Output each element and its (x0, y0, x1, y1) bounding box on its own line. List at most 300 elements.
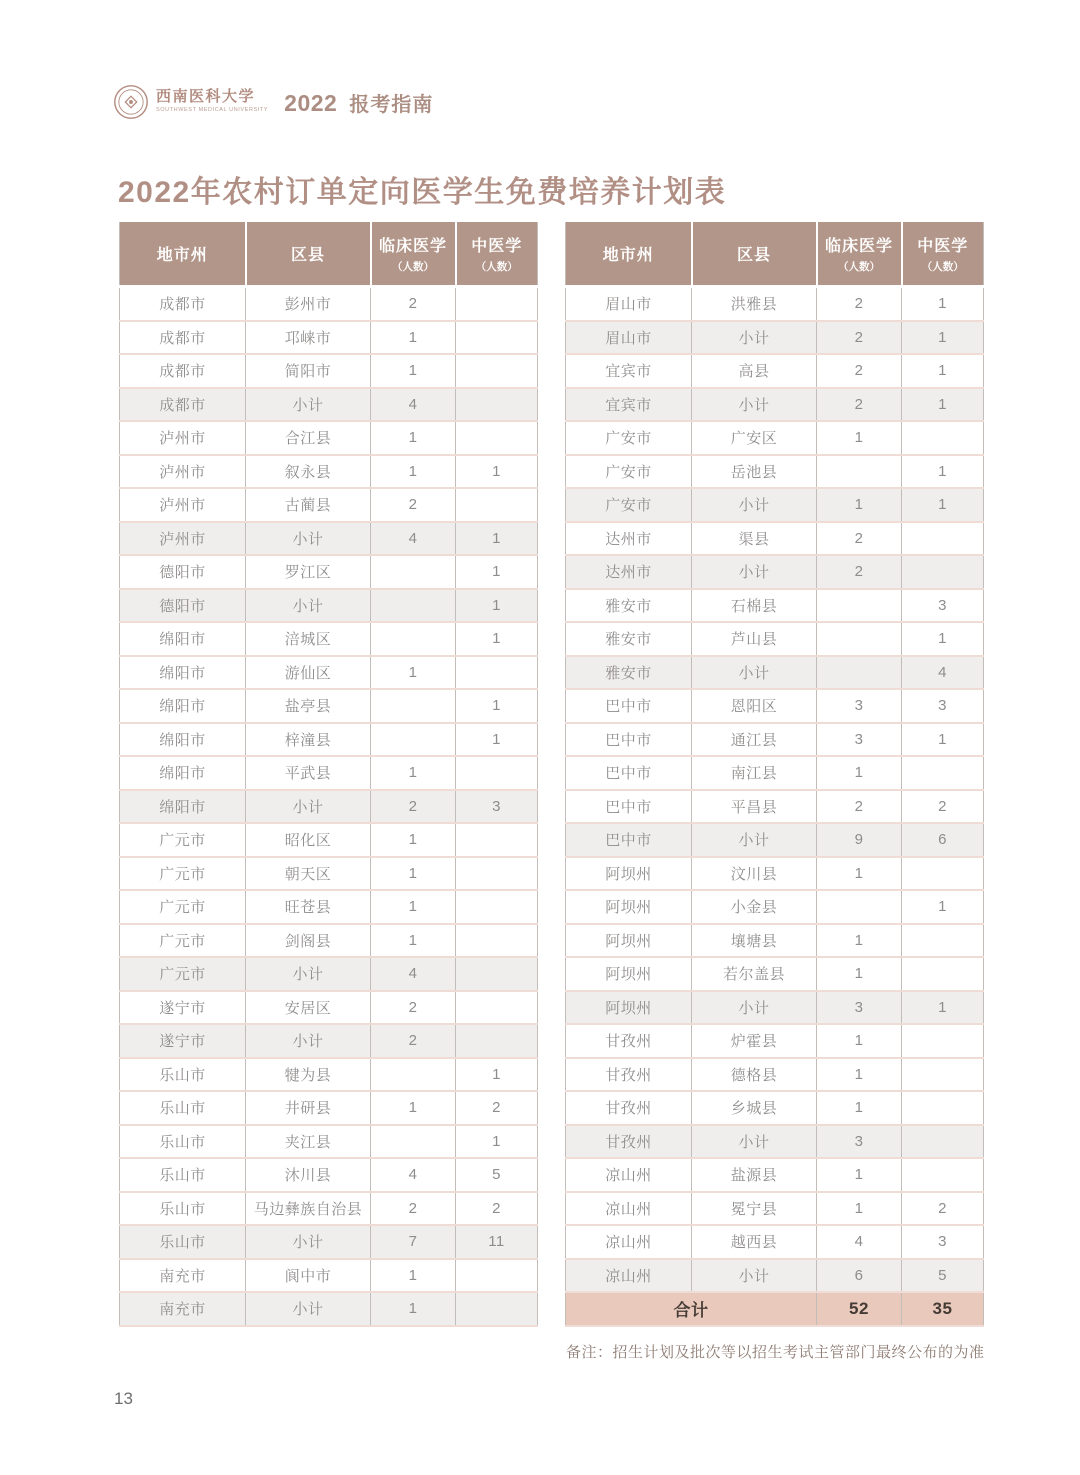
tcm-count-cell (456, 488, 538, 522)
university-seal-icon (113, 84, 149, 120)
header-tcm-sub: （人数） (921, 261, 964, 273)
clinical-count-cell: 4 (371, 522, 456, 556)
tcm-count-cell: 3 (902, 589, 984, 623)
city-cell: 绵阳市 (120, 656, 246, 690)
table-row (566, 1091, 984, 1125)
clinical-count-cell: 7 (371, 1225, 456, 1259)
clinical-count-cell (817, 455, 902, 489)
tcm-count-cell (456, 857, 538, 891)
city-cell: 泸州市 (120, 421, 246, 455)
tcm-count-cell (456, 656, 538, 690)
clinical-count-cell: 1 (817, 488, 902, 522)
tcm-count-cell: 1 (456, 522, 538, 556)
clinical-count-cell: 1 (817, 957, 902, 991)
clinical-count-cell: 1 (371, 1292, 456, 1326)
university-name-block (156, 90, 268, 114)
county-cell: 炉霍县 (692, 1024, 817, 1058)
city-cell: 凉山州 (566, 1225, 692, 1259)
tcm-count-cell: 1 (456, 555, 538, 589)
clinical-count-cell (371, 1058, 456, 1092)
city-cell: 达州市 (566, 522, 692, 556)
city-cell: 眉山市 (605, 296, 652, 314)
table-row (120, 1091, 538, 1125)
subtotal-row (566, 991, 984, 1025)
subtotal-row (566, 656, 984, 690)
city-cell: 凉山州 (566, 1192, 692, 1226)
city-cell: 广元市 (120, 924, 246, 958)
county-cell: 汶川县 (692, 857, 817, 891)
county-cell: 小计 (246, 1292, 371, 1326)
tcm-count-cell: 6 (902, 823, 984, 857)
clinical-count-cell (817, 622, 902, 656)
tcm-count-cell (902, 924, 984, 958)
table-row (566, 455, 984, 489)
county-cell: 小计 (692, 823, 817, 857)
county-cell: 犍为县 (246, 1058, 371, 1092)
county-cell: 邛崃市 (246, 321, 371, 355)
clinical-count-cell (371, 723, 456, 757)
subtotal-row (120, 522, 538, 556)
county-cell: 乡城县 (692, 1091, 817, 1125)
city-cell: 达州市 (566, 555, 692, 589)
city-cell: 泸州市 (120, 455, 246, 489)
table-row (566, 1192, 984, 1226)
tcm-count-cell: 4 (902, 656, 984, 690)
county-cell: 昭化区 (246, 823, 371, 857)
tcm-count-cell: 1 (902, 622, 984, 656)
clinical-count-cell (817, 656, 902, 690)
clinical-count-cell: 1 (817, 1024, 902, 1058)
guide-label: 报考指南 (349, 93, 434, 116)
tcm-count-cell: 1 (902, 455, 984, 489)
city-cell: 凉山州 (566, 1158, 692, 1192)
clinical-count-cell: 1 (371, 890, 456, 924)
city-cell: 广元市 (120, 823, 246, 857)
clinical-count-cell: 2 (817, 287, 902, 321)
table-row (566, 1158, 984, 1192)
clinical-count-cell: 4 (371, 388, 456, 422)
university-name-cn: 西南医科大学 (156, 89, 256, 106)
city-cell: 广安市 (566, 421, 692, 455)
city-cell: 广安市 (566, 455, 692, 489)
clinical-count-cell: 1 (371, 421, 456, 455)
county-cell: 涪城区 (246, 622, 371, 656)
table-row (566, 522, 984, 556)
city-cell: 乐山市 (120, 1091, 246, 1125)
clinical-count-cell (371, 1125, 456, 1159)
clinical-count-cell: 1 (817, 924, 902, 958)
city-cell: 雅安市 (566, 656, 692, 690)
tcm-count-cell (456, 354, 538, 388)
county-cell: 古蔺县 (246, 488, 371, 522)
grand-total-row (566, 1292, 984, 1326)
clinical-count-cell: 3 (817, 723, 902, 757)
tcm-count-cell (456, 823, 538, 857)
table-row (120, 1192, 538, 1226)
county-cell: 越西县 (692, 1225, 817, 1259)
clinical-count-cell: 2 (371, 488, 456, 522)
city-cell: 绵阳市 (120, 622, 246, 656)
total-clinical-cell: 52 (817, 1292, 902, 1326)
table-row (566, 756, 984, 790)
table-row (120, 354, 538, 388)
clinical-count-cell (371, 589, 456, 623)
county-cell: 简阳市 (246, 354, 371, 388)
county-cell: 南江县 (692, 756, 817, 790)
tcm-count-cell: 1 (456, 455, 538, 489)
table-row (566, 957, 984, 991)
clinical-count-cell: 2 (817, 522, 902, 556)
tcm-count-cell: 1 (456, 589, 538, 623)
tcm-count-cell (456, 421, 538, 455)
clinical-count-cell: 1 (371, 455, 456, 489)
tcm-count-cell: 3 (902, 1225, 984, 1259)
table-row (120, 1158, 538, 1192)
county-cell: 渠县 (692, 522, 817, 556)
tcm-count-cell: 5 (456, 1158, 538, 1192)
tcm-count-cell (456, 1292, 538, 1326)
county-cell: 通江县 (692, 723, 817, 757)
county-cell: 小计 (246, 522, 371, 556)
city-cell: 眉山市 (566, 321, 692, 355)
county-cell: 小计 (692, 656, 817, 690)
subtotal-row (120, 388, 538, 422)
clinical-count-cell (371, 555, 456, 589)
tcm-count-cell: 1 (902, 488, 984, 522)
tcm-count-cell (902, 756, 984, 790)
county-cell: 剑阁县 (246, 924, 371, 958)
table-row (566, 287, 984, 321)
county-cell: 叙永县 (246, 455, 371, 489)
county-cell: 小计 (692, 388, 817, 422)
county-cell: 马边彝族自治县 (246, 1192, 371, 1226)
city-cell: 巴中市 (566, 823, 692, 857)
city-cell: 南充市 (120, 1292, 246, 1326)
table-row (120, 1259, 538, 1293)
tcm-count-cell (902, 555, 984, 589)
clinical-count-cell (371, 689, 456, 723)
city-cell: 乐山市 (120, 1125, 246, 1159)
clinical-count-cell: 1 (817, 1192, 902, 1226)
table-header-row (566, 222, 984, 287)
clinical-count-cell: 1 (817, 1058, 902, 1092)
subtotal-row (566, 823, 984, 857)
subtotal-row (566, 555, 984, 589)
clinical-count-cell: 1 (371, 1091, 456, 1125)
city-cell: 阿坝州 (566, 857, 692, 891)
county-cell: 石棉县 (692, 589, 817, 623)
city-cell: 巴中市 (566, 723, 692, 757)
clinical-count-cell: 2 (371, 790, 456, 824)
tcm-count-cell (902, 1024, 984, 1058)
header-tcm-main: 中医学 (471, 238, 523, 255)
subtotal-row (120, 1024, 538, 1058)
clinical-count-cell: 2 (817, 354, 902, 388)
header-tcm-main: 中医学 (917, 238, 969, 255)
tcm-count-cell: 1 (902, 354, 984, 388)
table-row (566, 421, 984, 455)
tcm-count-cell (456, 321, 538, 355)
tcm-count-cell: 3 (456, 790, 538, 824)
clinical-count-cell: 2 (371, 1192, 456, 1226)
county-cell: 彭州市 (246, 287, 371, 321)
table-row (120, 689, 538, 723)
total-label-cell: 合计 (566, 1292, 817, 1326)
tcm-count-cell: 2 (902, 790, 984, 824)
header-tcm (456, 222, 538, 287)
tcm-count-cell (456, 1259, 538, 1293)
clinical-count-cell: 2 (817, 555, 902, 589)
header-clinical-sub: （人数） (392, 261, 434, 273)
clinical-count-cell: 2 (371, 991, 456, 1025)
city-cell: 广元市 (120, 957, 246, 991)
county-cell: 小计 (692, 555, 817, 589)
county-cell: 高县 (692, 354, 817, 388)
table-row (120, 857, 538, 891)
table-row (566, 622, 984, 656)
tcm-count-cell: 1 (456, 723, 538, 757)
city-cell: 宜宾市 (566, 354, 692, 388)
clinical-count-cell: 2 (371, 1024, 456, 1058)
table-row (120, 1058, 538, 1092)
clinical-count-cell: 2 (371, 287, 456, 321)
county-cell: 平武县 (246, 756, 371, 790)
table-row (566, 1024, 984, 1058)
subtotal-row (566, 1125, 984, 1159)
tcm-count-cell (902, 1091, 984, 1125)
city-cell: 乐山市 (120, 1058, 246, 1092)
clinical-count-cell (371, 622, 456, 656)
table-row (120, 287, 538, 321)
clinical-count-cell (817, 890, 902, 924)
county-cell: 小计 (246, 1225, 371, 1259)
county-cell: 沐川县 (246, 1158, 371, 1192)
tcm-count-cell: 2 (456, 1091, 538, 1125)
clinical-count-cell: 9 (817, 823, 902, 857)
clinical-count-cell: 1 (371, 321, 456, 355)
city-cell: 巴中市 (566, 790, 692, 824)
city-cell: 南充市 (120, 1259, 246, 1293)
clinical-count-cell: 1 (371, 823, 456, 857)
document-header (113, 84, 433, 120)
clinical-count-cell: 2 (817, 321, 902, 355)
city-cell: 成都市 (120, 388, 246, 422)
city-cell: 宜宾市 (566, 388, 692, 422)
tcm-count-cell (456, 388, 538, 422)
county-cell: 冕宁县 (692, 1192, 817, 1226)
clinical-count-cell: 1 (817, 1158, 902, 1192)
county-cell: 朝天区 (246, 857, 371, 891)
table-row (566, 924, 984, 958)
tcm-count-cell (456, 991, 538, 1025)
tcm-count-cell: 1 (902, 723, 984, 757)
county-cell: 洪雅县 (692, 287, 817, 321)
clinical-count-cell (817, 589, 902, 623)
city-cell: 乐山市 (120, 1158, 246, 1192)
county-cell: 盐源县 (692, 1158, 817, 1192)
table-header-row (120, 222, 538, 287)
clinical-count-cell: 6 (817, 1259, 902, 1293)
tcm-count-cell (902, 522, 984, 556)
county-cell: 小计 (246, 1024, 371, 1058)
clinical-count-cell: 1 (371, 756, 456, 790)
total-tcm-cell: 35 (902, 1292, 984, 1326)
clinical-count-cell: 1 (371, 857, 456, 891)
county-cell: 夹江县 (246, 1125, 371, 1159)
county-cell: 小计 (246, 790, 371, 824)
table-row (566, 723, 984, 757)
county-cell: 小计 (692, 488, 817, 522)
header-clinical-main: 临床医学 (824, 238, 893, 255)
header-tcm-sub: （人数） (475, 261, 518, 273)
header-county: 区县 (692, 222, 817, 287)
table-row (120, 890, 538, 924)
county-cell: 梓潼县 (246, 723, 371, 757)
table-row (566, 1225, 984, 1259)
university-name-en: SOUTHWEST MEDICAL UNIVERSITY (156, 107, 269, 114)
county-cell: 若尔盖县 (692, 957, 817, 991)
clinical-count-cell: 1 (371, 656, 456, 690)
city-cell: 阿坝州 (566, 924, 692, 958)
county-cell: 小计 (246, 957, 371, 991)
city-cell: 成都市 (120, 321, 246, 355)
remark-note: 备注：招生计划及批次等以招生考试主管部门最终公布的为准 (566, 1344, 985, 1361)
county-cell: 小计 (692, 321, 817, 355)
tcm-count-cell (902, 857, 984, 891)
subtotal-row (566, 488, 984, 522)
header-county: 区县 (246, 222, 371, 287)
page-number: 13 (114, 1389, 133, 1408)
tcm-count-cell: 2 (902, 1192, 984, 1226)
tcm-count-cell: 1 (456, 1058, 538, 1092)
city-cell: 德阳市 (120, 589, 246, 623)
table-row (120, 622, 538, 656)
city-cell: 绵阳市 (120, 689, 246, 723)
city-cell: 阿坝州 (566, 991, 692, 1025)
city-cell: 泸州市 (120, 522, 246, 556)
tcm-count-cell (456, 756, 538, 790)
header-clinical (371, 222, 456, 287)
city-cell: 乐山市 (120, 1225, 246, 1259)
clinical-count-cell: 1 (371, 354, 456, 388)
city-cell: 广元市 (120, 890, 246, 924)
tcm-count-cell: 5 (902, 1259, 984, 1293)
table-row (566, 1058, 984, 1092)
tcm-count-cell: 1 (456, 689, 538, 723)
tcm-count-cell: 11 (456, 1225, 538, 1259)
county-cell: 小计 (692, 1125, 817, 1159)
city-cell: 阿坝州 (566, 957, 692, 991)
city-cell: 甘孜州 (566, 1125, 692, 1159)
tcm-count-cell (456, 1024, 538, 1058)
city-cell: 遂宁市 (120, 1024, 246, 1058)
table-row (566, 689, 984, 723)
table-row (120, 924, 538, 958)
header-clinical (817, 222, 902, 287)
city-cell: 凉山州 (566, 1259, 692, 1293)
county-cell: 盐亭县 (246, 689, 371, 723)
clinical-count-cell: 3 (817, 1125, 902, 1159)
county-cell: 小计 (246, 589, 371, 623)
tcm-count-cell (456, 890, 538, 924)
table-row (566, 790, 984, 824)
county-cell: 小计 (246, 388, 371, 422)
tcm-count-cell (456, 924, 538, 958)
county-cell: 平昌县 (692, 790, 817, 824)
plan-table-right (565, 222, 984, 1327)
tcm-count-cell: 1 (902, 321, 984, 355)
header-city: 地市州 (566, 222, 692, 287)
tcm-count-cell (902, 1158, 984, 1192)
clinical-count-cell: 4 (817, 1225, 902, 1259)
county-cell: 德格县 (692, 1058, 817, 1092)
city-cell: 甘孜州 (566, 1058, 692, 1092)
city-cell: 甘孜州 (566, 1091, 692, 1125)
county-cell: 合江县 (246, 421, 371, 455)
table-row (120, 823, 538, 857)
subtotal-row (566, 388, 984, 422)
city-cell: 雅安市 (566, 589, 692, 623)
county-cell: 阆中市 (246, 1259, 371, 1293)
tcm-count-cell: 2 (456, 1192, 538, 1226)
city-cell: 德阳市 (120, 555, 246, 589)
city-cell: 绵阳市 (120, 723, 246, 757)
tcm-count-cell: 3 (902, 689, 984, 723)
county-cell: 旺苍县 (246, 890, 371, 924)
county-cell: 广安区 (692, 421, 817, 455)
tcm-count-cell (902, 421, 984, 455)
city-cell: 巴中市 (566, 689, 692, 723)
table-row (120, 455, 538, 489)
county-cell: 恩阳区 (692, 689, 817, 723)
county-cell: 岳池县 (692, 455, 817, 489)
tcm-count-cell (902, 957, 984, 991)
header-clinical-main: 临床医学 (378, 238, 447, 255)
city-cell: 广元市 (120, 857, 246, 891)
city-cell: 泸州市 (120, 488, 246, 522)
tcm-count-cell: 1 (902, 991, 984, 1025)
table-row (566, 354, 984, 388)
guide-header (284, 88, 433, 117)
city-cell: 巴中市 (566, 756, 692, 790)
clinical-count-cell: 3 (817, 689, 902, 723)
subtotal-row (566, 321, 984, 355)
clinical-count-cell: 3 (817, 991, 902, 1025)
tcm-count-cell: 1 (902, 388, 984, 422)
table-row (120, 555, 538, 589)
city-cell: 绵阳市 (120, 756, 246, 790)
table-row (120, 1125, 538, 1159)
subtotal-row (120, 957, 538, 991)
clinical-count-cell: 1 (371, 924, 456, 958)
clinical-count-cell: 1 (817, 756, 902, 790)
city-cell: 阿坝州 (566, 890, 692, 924)
subtotal-row (120, 1292, 538, 1326)
clinical-count-cell: 2 (817, 790, 902, 824)
clinical-count-cell: 1 (371, 1259, 456, 1293)
city-cell: 雅安市 (566, 622, 692, 656)
table-row (566, 890, 984, 924)
county-cell: 罗江区 (246, 555, 371, 589)
table-row (566, 857, 984, 891)
county-cell: 小金县 (692, 890, 817, 924)
city-cell: 遂宁市 (120, 991, 246, 1025)
tcm-count-cell: 1 (456, 1125, 538, 1159)
table-row (120, 991, 538, 1025)
guide-year: 2022 (284, 89, 338, 116)
header-city: 地市州 (120, 222, 246, 287)
university-logo (113, 84, 268, 120)
